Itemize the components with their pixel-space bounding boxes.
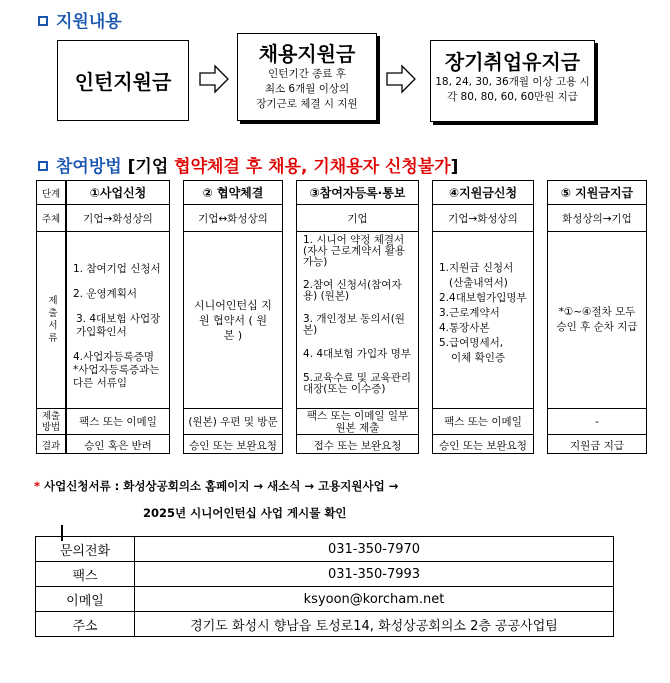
step-method: 팩스 또는 이메일 일부 원본 제출: [297, 409, 418, 435]
step-method: -: [548, 409, 646, 435]
row-label-result: 결과: [41, 441, 61, 452]
email-value[interactable]: ksyoon@korcham.net: [135, 587, 614, 612]
fax-value: 031-350-7993: [135, 562, 614, 587]
step-result: 접수 또는 보완요청: [313, 439, 402, 452]
contact-table: [35, 536, 614, 637]
step-method: 팩스 또는 이메일: [67, 409, 169, 435]
right-arrow-icon: [386, 64, 416, 94]
step-actor: 기업→화성상의: [67, 205, 169, 232]
flow-box-retention: 장기취업유지금 18, 24, 30, 36개월 이상 고용 시 각 80, 80, 60, 60만원 지급: [430, 40, 595, 122]
hiring-subsidy-title: 채용지원금: [258, 42, 356, 66]
step-method: 팩스 또는 이메일: [433, 409, 533, 435]
flow-box-hiring: 채용지원금 인턴기간 종료 후 최소 6개월 이상의 장기근로 체결 시 지원: [237, 33, 377, 121]
process-row-labels: [36, 180, 66, 454]
step-title: ⑤ 지원금지급: [548, 181, 646, 205]
step-result: 승인 혹은 반려: [84, 439, 152, 452]
row-label-step: 단계: [37, 181, 65, 205]
note-application-docs: * 사업신청서류 : 화성상공회의소 홈페이지 → 새소식 → 고용지원사업 →: [34, 479, 399, 493]
contact-row-address: 주소 경기도 화성시 향남읍 토성로14, 화성상공회의소 2층 공공사업팀: [36, 612, 614, 637]
step-column-4: [432, 180, 534, 454]
contact-row-phone: 문의전화 031-350-7970: [36, 537, 614, 562]
step-actor: 화성상의→기업: [548, 205, 646, 232]
step-docs: 1.지원금 신청서 (산출내역서) 2.4대보험가입명부 3.근로계약서 4.통장사본 5.급여명세서, 이체 확인증: [433, 232, 533, 409]
step-column-3: [296, 180, 419, 454]
note-application-docs-line2: 2025년 시니어인턴십 사업 게시물 확인: [143, 506, 347, 520]
step-column-5: [547, 180, 647, 454]
row-label-method: 제출방법: [37, 409, 65, 435]
address-value: 경기도 화성시 향남읍 토성로14, 화성상공회의소 2층 공공사업팀: [135, 612, 614, 637]
step-docs: 시니어인턴십 지원 협약서 ( 원 본 ): [184, 232, 282, 409]
step-actor: 기업: [297, 205, 418, 232]
step-docs: 1. 시니어 약정 체결서 (자사 근로계약서 활용가능) 2.참여 신청서(참여자용) (원본) 3. 개인정보 동의서(원본) 4. 4대보험 가입자 명부 5.교육수료 및 교육관리 대장(또는 이수증): [297, 232, 418, 409]
right-arrow-icon: [199, 64, 229, 94]
retention-bonus-title: 장기취업유지금: [444, 50, 581, 74]
step-title: ③참여자등록·통보: [297, 181, 418, 205]
step-result: 승인 또는 보완요청: [439, 439, 527, 452]
square-bullet-icon: [38, 161, 48, 171]
section-title-support: 지원내용: [38, 7, 122, 32]
contact-row-fax: 팩스 031-350-7993: [36, 562, 614, 587]
step-title: ④지원금신청: [433, 181, 533, 205]
step-method: (원본) 우편 및 방문: [184, 409, 282, 435]
row-label-actor: 주체: [37, 205, 65, 232]
contact-row-email: 이메일 ksyoon@korcham.net: [36, 587, 614, 612]
step-docs: *①~④절차 모두 승인 후 순차 지급: [548, 232, 646, 409]
step-actor: 기업↔화성상의: [184, 205, 282, 232]
step-title: ①사업신청: [67, 181, 169, 205]
square-bullet-icon: [38, 16, 48, 26]
step-actor: 기업→화성상의: [433, 205, 533, 232]
step-result: 승인 또는 보완요청: [189, 439, 277, 452]
step-column-2: [183, 180, 283, 454]
step-docs: 1. 참여기업 신청서 2. 운영계획서 3. 4대보험 사업장 가입확인서 4.사업자등록증명 *사업자등록증과는 다른 서류임: [67, 232, 169, 409]
flow-box-intern: [57, 40, 189, 121]
row-label-docs: 제출서류: [37, 232, 65, 409]
intern-subsidy-title: 인턴지원금: [74, 70, 172, 94]
step-title: ② 협약체결: [184, 181, 282, 205]
step-result: 지원금 지급: [569, 439, 625, 452]
section-title-participation: 참여방법 [기업 협약체결 후 채용, 기채용자 신청불가]: [38, 152, 458, 177]
step-column-1: [66, 180, 170, 454]
phone-value[interactable]: 031-350-7970: [135, 537, 614, 562]
